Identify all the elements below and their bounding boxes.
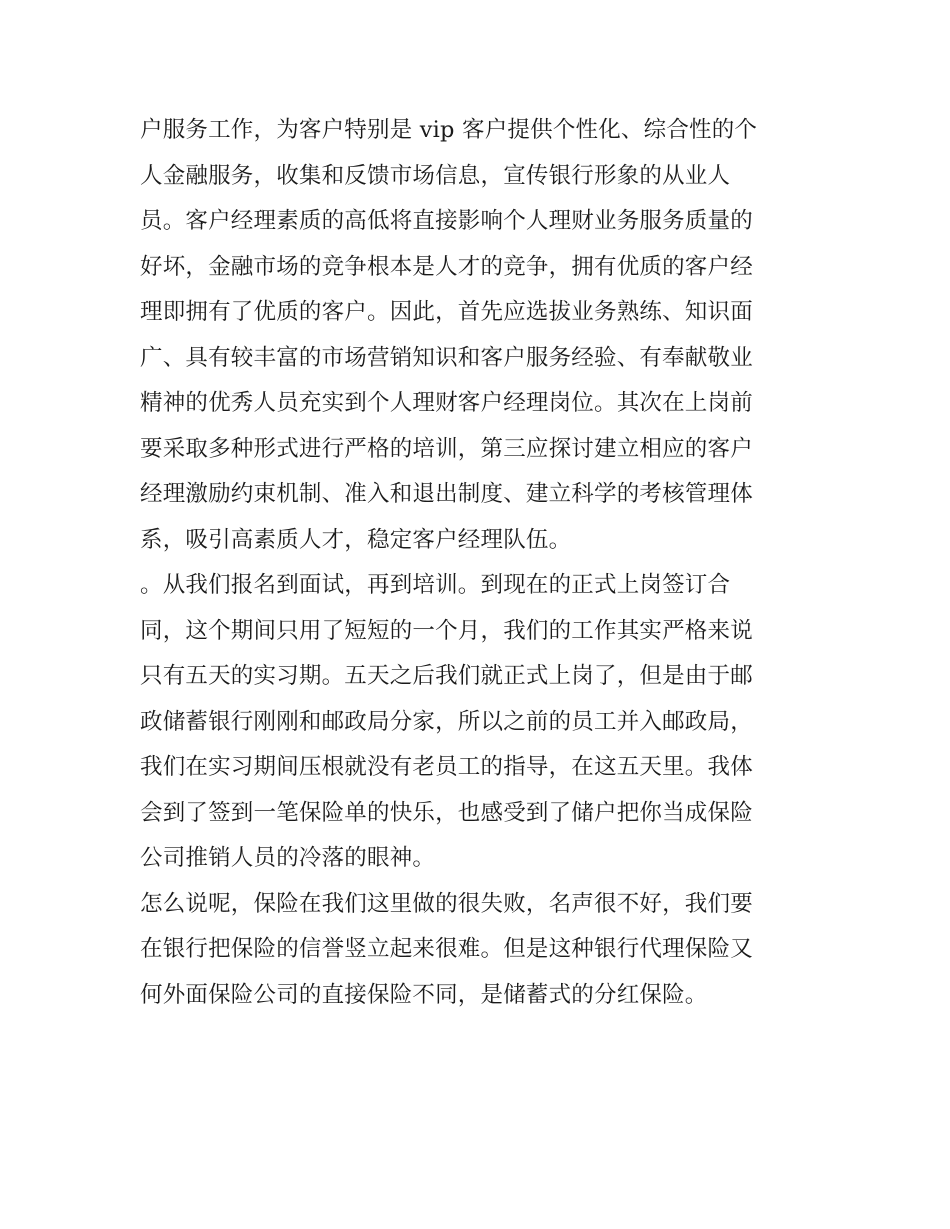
text-line: 只有五天的实习期。五天之后我们就正式上岗了，但是由于邮 xyxy=(140,663,753,689)
text-line: 好坏，金融市场的竞争根本是人才的竞争，拥有优质的客户经 xyxy=(140,253,753,280)
text-line: 公司推销人员的冷落的眼神。 xyxy=(140,845,436,871)
text-line: 系，吸引高素质人才，稳定客户经理队伍。 xyxy=(140,526,572,553)
text-line: 人金融服务，收集和反馈市场信息，宣传银行形象的从业人 xyxy=(140,162,731,189)
text-line: 。从我们报名到面试，再到培训。到现在的正式上岗签订合 xyxy=(140,572,731,598)
text-line: 广、具有较丰富的市场营销知识和客户服务经验、有奉献敬业 xyxy=(140,344,753,371)
text-line: 同，这个期间只用了短短的一个月，我们的工作其实严格来说 xyxy=(140,617,753,644)
text-line: 理即拥有了优质的客户。因此，首先应选拔业务熟练、知识面 xyxy=(140,299,753,325)
body-text xyxy=(140,108,812,1018)
text-line: 会到了签到一笔保险单的快乐，也感受到了储户把你当成保险 xyxy=(140,799,753,826)
text-line: 经理激励约束机制、准入和退出制度、建立科学的考核管理体 xyxy=(140,481,753,507)
text-line: 要采取多种形式进行严格的培训，第三应探讨建立相应的客户 xyxy=(140,435,753,462)
text-line: 怎么说呢，保险在我们这里做的很失败，名声很不好，我们要 xyxy=(140,890,753,917)
text-line: 何外面保险公司的直接保险不同，是储蓄式的分红保险。 xyxy=(140,981,708,1008)
text-line: 精神的优秀人员充实到个人理财客户经理岗位。其次在上岗前 xyxy=(140,390,753,416)
text-line: 我们在实习期间压根就没有老员工的指导，在这五天里。我体 xyxy=(140,754,753,780)
text-line: 员。客户经理素质的高低将直接影响个人理财业务服务质量的 xyxy=(140,208,753,234)
text-line: 政储蓄银行刚刚和邮政局分家，所以之前的员工并入邮政局， xyxy=(140,708,753,735)
text-line: 户服务工作，为客户特别是 vip 客户提供个性化、综合性的个 xyxy=(140,117,758,143)
text-line: 在银行把保险的信誉竖立起来很难。但是这种银行代理保险又 xyxy=(140,936,753,962)
